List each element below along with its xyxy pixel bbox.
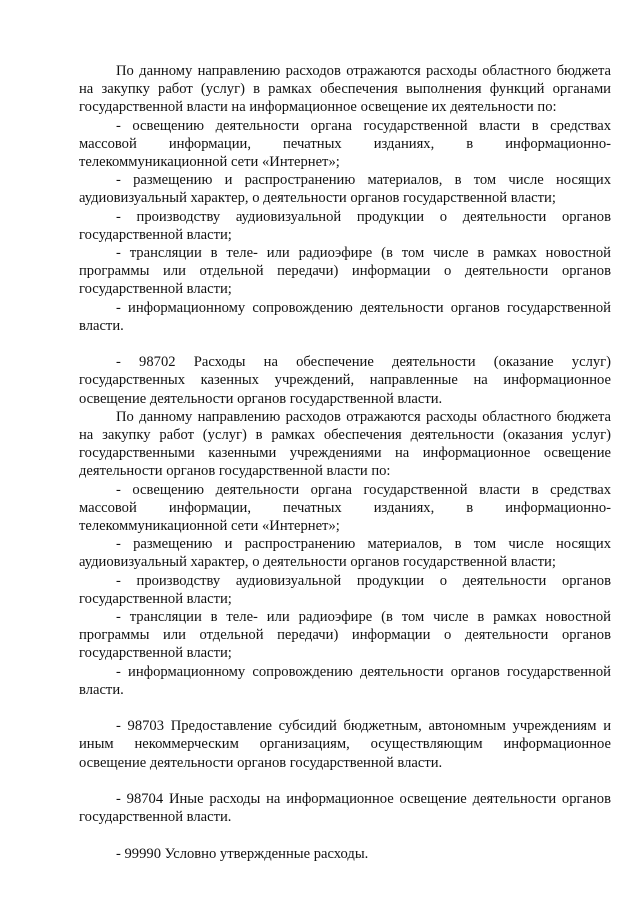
- spacer: [79, 699, 611, 717]
- code-98703-heading: - 98703 Предоставление субсидий бюджетным, автономным учреждениям и иным некоммерческим организациям, осуществляющим информационное освещение деятельности органов государственной власти.: [79, 718, 611, 771]
- list-item-materials: - размещению и распространению материалов, в том числе носящих аудиовизуальный характер, о деятельности органов государственной власти;: [79, 536, 611, 571]
- list-item-media: - освещению деятельности органа государственной власти в средствах массовой информации, печатных изданиях, в информационно-телекоммуникационной сети «Интернет»;: [79, 481, 611, 535]
- spacer: [79, 772, 611, 790]
- list-item-media: - освещению деятельности органа государственной власти в средствах массовой информации, печатных изданиях, в информационно-телекоммуникационной сети «Интернет»;: [79, 117, 611, 171]
- code-99990-heading: - 99990 Условно утвержденные расходы.: [116, 845, 369, 862]
- list-item-materials: - размещению и распространению материалов, в том числе носящих аудиовизуальный характер, о деятельности органов государственной власти;: [79, 172, 611, 207]
- list-item-broadcast: - трансляции в теле- или радиоэфире (в том числе в рамках новостной программы или отдельной передачи) информации о деятельности органов государственной власти;: [79, 245, 611, 298]
- code-98702-heading: - 98702 Расходы на обеспечение деятельности (оказание услуг) государственных казенных учреждений, направленные на информационное освещение деятельности органов государственной власти.: [79, 354, 611, 407]
- paragraph-intro-2: По данному направлению расходов отражаются расходы областного бюджета на закупку работ (услуг) в рамках обеспечения деятельности (оказания услуг) государственными казенными учреждениями на информационное освещение деятельности органов государственной власти по:: [79, 408, 611, 480]
- list-item-audiovisual: - производству аудиовизуальной продукции о деятельности органов государственной власти;: [79, 208, 611, 243]
- spacer: [79, 826, 611, 844]
- paragraph-intro-1: По данному направлению расходов отражаются расходы областного бюджета на закупку работ (услуг) в рамках обеспечения выполнения функций органами государственной власти на информационное освещение их деятельности по:: [79, 63, 611, 116]
- document-page: [79, 62, 611, 863]
- list-item-broadcast: - трансляции в теле- или радиоэфире (в том числе в рамках новостной программы или отдельной передачи) информации о деятельности органов государственной власти;: [79, 609, 611, 662]
- list-item-audiovisual: - производству аудиовизуальной продукции о деятельности органов государственной власти;: [79, 572, 611, 607]
- spacer: [79, 335, 611, 353]
- list-item-support: - информационному сопровождению деятельности органов государственной власти.: [79, 663, 611, 698]
- code-98704-heading: - 98704 Иные расходы на информационное освещение деятельности органов государственной власти.: [79, 791, 611, 826]
- list-item-support: - информационному сопровождению деятельности органов государственной власти.: [79, 299, 611, 334]
